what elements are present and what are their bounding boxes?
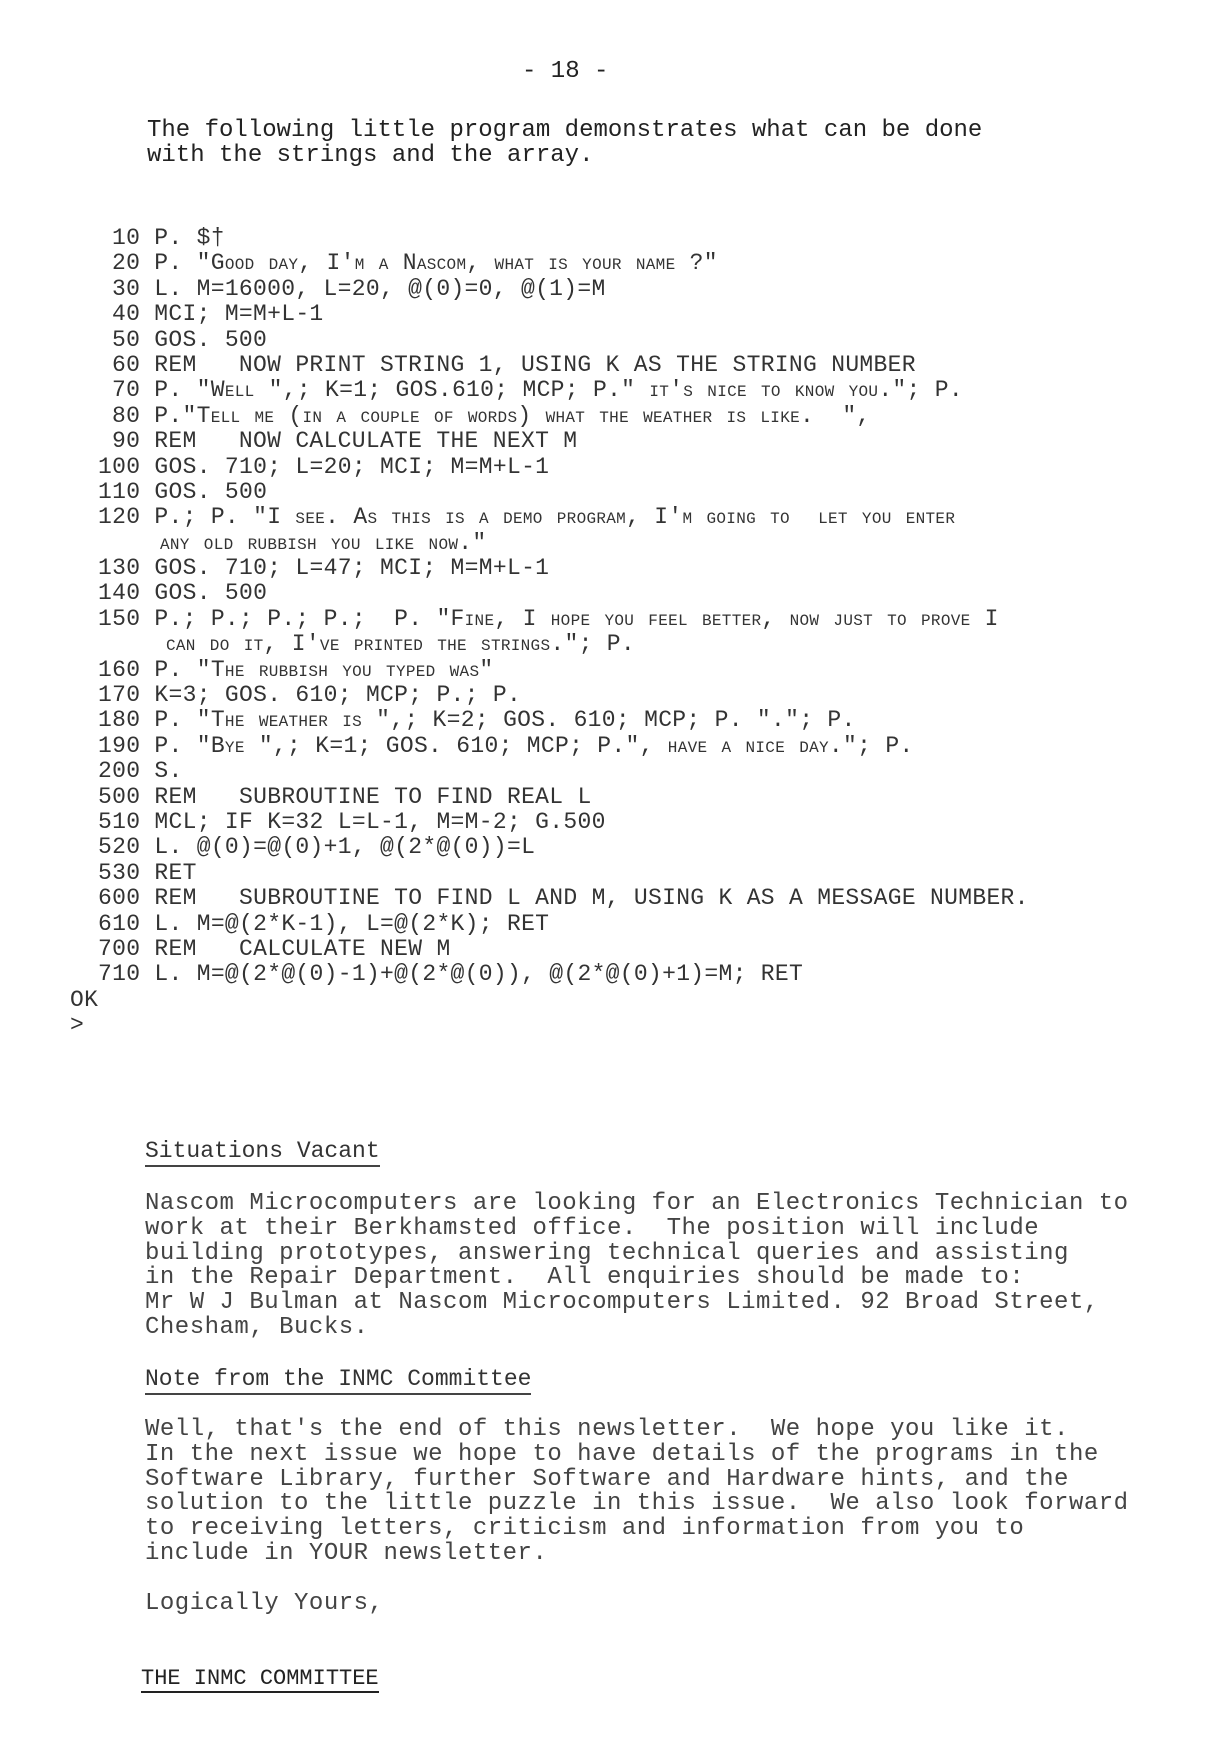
code-line: 40 MCI; M=M+L-1 (112, 301, 324, 328)
code-line: 500 REM SUBROUTINE TO FIND REAL L (98, 783, 592, 810)
note-paragraph (145, 1418, 1129, 1567)
code-line: 610 L. M=@(2*K-1), L=@(2*K); RET (98, 910, 550, 937)
paragraph-line: Well, that's the end of this newsletter. We hope you like it. (145, 1416, 1069, 1443)
code-line: 180 P. "The weather is ",; K=2; GOS. 610; MCP; P. "."; P. (98, 707, 856, 734)
code-line: 700 REM CALCULATE NEW M (98, 935, 451, 962)
code-line: 70 P. "Well ",; K=1; GOS.610; MCP; P." it's nice to know you."; P. (112, 377, 963, 404)
paragraph-line: Nascom Microcomputers are looking for an Electronics Technician to (145, 1190, 1129, 1217)
closing-line: Logically Yours, (145, 1590, 384, 1617)
paragraph-line: Mr W J Bulman at Nascom Microcomputers Limited. 92 Broad Street, (145, 1289, 1099, 1317)
code-line: 520 L. @(0)=@(0)+1, @(2*@(0))=L (98, 834, 536, 861)
code-line: 50 GOS. 500 (112, 326, 268, 353)
code-line: 170 K=3; GOS. 610; MCP; P.; P. (98, 682, 522, 709)
code-line: 20 P. "Good day, I'm a Nascom, what is your name ?" (112, 250, 718, 277)
paragraph-line: include in YOUR newsletter. (145, 1539, 548, 1567)
signature: THE INMC COMMITTEE (141, 1666, 379, 1691)
code-line: can do it, I've printed the strings."; P. (166, 631, 635, 658)
code-line: 200 S. (98, 758, 183, 785)
paragraph-line: Software Library, further Software and Hardware hints, and the (145, 1465, 1069, 1493)
code-line: 90 REM NOW CALCULATE THE NEXT M (112, 428, 578, 455)
code-line: 710 L. M=@(2*@(0)-1)+@(2*@(0)), @(2*@(0)+1)=M; RET (98, 961, 804, 988)
code-line: 150 P.; P.; P.; P.; P. "Fine, I hope you feel better, now just to prove I (98, 605, 999, 632)
paragraph-line: In the next issue we hope to have details of the programs in the (145, 1440, 1099, 1468)
code-line: 600 REM SUBROUTINE TO FIND L AND M, USING K AS A MESSAGE NUMBER. (98, 885, 1029, 912)
note-heading: Note from the INMC Committee (145, 1366, 531, 1395)
code-line: 80 P."Tell me (in a couple of words) what the weather is like. ", (112, 402, 871, 429)
code-line: any old rubbish you like now." (160, 529, 487, 556)
code-line: 510 MCL; IF K=32 L=L-1, M=M-2; G.500 (98, 808, 606, 835)
code-line: 530 RET (98, 859, 197, 886)
code-line: 190 P. "Bye ",; K=1; GOS. 610; MCP; P.", have a nice day."; P. (98, 732, 914, 759)
code-line: OK (70, 986, 99, 1013)
program-listing (0, 226, 1029, 1039)
situations-vacant-heading: Situations Vacant (145, 1138, 380, 1167)
code-line: 120 P.; P. "I see. As this is a demo program, I'm going to let you enter (98, 504, 956, 531)
paragraph-line: work at their Berkhamsted office. The position will include (145, 1214, 1040, 1242)
code-line: 110 GOS. 500 (98, 478, 268, 505)
code-line: 160 P. "The rubbish you typed was" (98, 656, 494, 683)
intro-line: The following little program demonstrates what can be done (147, 117, 983, 144)
intro-line: with the strings and the array. (147, 142, 594, 169)
page-number: - 18 - (522, 58, 609, 85)
code-line: 140 GOS. 500 (98, 580, 268, 607)
code-line: 100 GOS. 710; L=20; MCI; M=M+L-1 (98, 453, 550, 480)
code-line: 10 P. $† (112, 225, 225, 251)
intro-paragraph (147, 118, 982, 168)
paragraph-line: solution to the little puzzle in this issue. We also look forward (145, 1490, 1129, 1518)
code-line: 60 REM NOW PRINT STRING 1, USING K AS THE STRING NUMBER (112, 351, 916, 378)
code-line: > (70, 1012, 85, 1039)
code-line: 30 L. M=16000, L=20, @(0)=0, @(1)=M (112, 275, 606, 302)
code-line: 130 GOS. 710; L=47; MCI; M=M+L-1 (98, 555, 550, 582)
paragraph-line: Chesham, Bucks. (145, 1313, 369, 1341)
paragraph-line: in the Repair Department. All enquiries should be made to: (145, 1264, 1025, 1292)
paragraph-line: to receiving letters, criticism and information from you to (145, 1515, 1025, 1543)
situations-vacant-paragraph (145, 1192, 1129, 1341)
paragraph-line: building prototypes, answering technical queries and assisting (145, 1239, 1069, 1267)
